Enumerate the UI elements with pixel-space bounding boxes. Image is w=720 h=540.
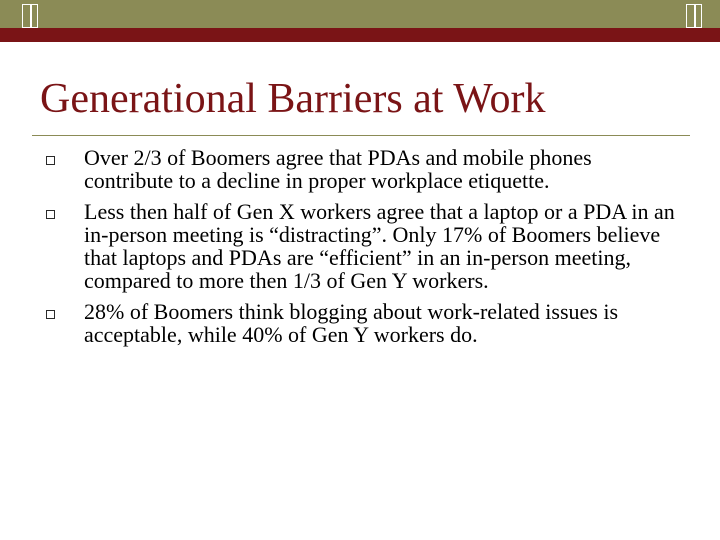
hollow-square-icon	[46, 310, 55, 319]
decor-square-right-1	[686, 4, 695, 28]
header-band-maroon	[0, 28, 720, 42]
decor-square-right-2	[695, 4, 702, 28]
header-band	[0, 0, 720, 42]
hollow-square-icon	[46, 156, 55, 165]
bullet-list	[40, 146, 680, 354]
bullet-item	[40, 146, 680, 192]
bullet-text: Less then half of Gen X workers agree that a laptop or a PDA in an in-person meeting is “distracting”. Only 17% of Boomers believe that laptops and PDAs are “efficient” in an in-person meeting, compared to more then 1/3 of Gen Y workers.	[84, 199, 675, 293]
title-divider	[32, 135, 690, 136]
decor-square-left-2	[31, 4, 38, 28]
hollow-square-icon	[46, 210, 55, 219]
bullet-text: 28% of Boomers think blogging about work-related issues is acceptable, while 40% of Gen Y workers do.	[84, 299, 619, 347]
header-band-olive	[0, 0, 720, 28]
bullet-item	[40, 300, 680, 346]
slide-title: Generational Barriers at Work	[40, 76, 546, 122]
decor-square-left-1	[22, 4, 31, 28]
bullet-text: Over 2/3 of Boomers agree that PDAs and mobile phones contribute to a decline in proper workplace etiquette.	[84, 145, 592, 193]
bullet-item	[40, 200, 680, 292]
